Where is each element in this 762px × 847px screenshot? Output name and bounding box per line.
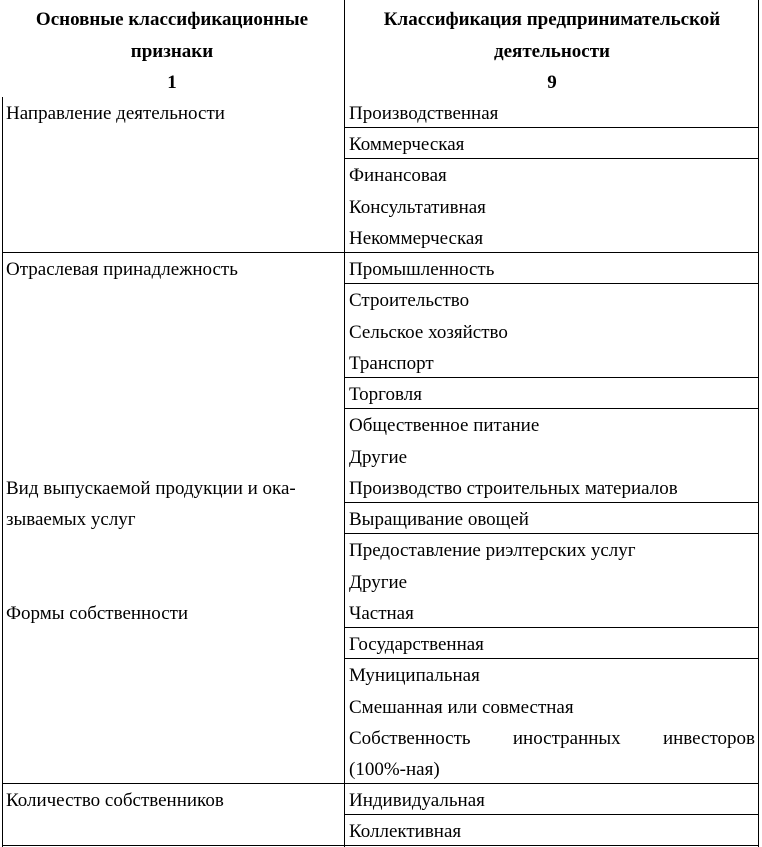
header-right-title-line2: деятельности <box>494 40 610 62</box>
classification-item: Транспорт <box>349 353 434 374</box>
classification-item: Консультативная <box>349 197 486 218</box>
criterion-label: Отраслевая принадлежность <box>6 259 238 280</box>
classification-item: Индивидуальная <box>349 790 485 811</box>
classification-item: Другие <box>349 572 408 593</box>
header-right-title-line1: Классификация предпринимательской <box>383 9 721 30</box>
row-divider <box>344 377 759 378</box>
classification-item: Некоммерческая <box>349 228 484 249</box>
group-divider <box>2 783 759 784</box>
classification-item: Коллективная <box>349 821 462 842</box>
criterion-label-line1: Вид выпускаемой продукции и ока- <box>6 478 296 499</box>
classification-item: Частная <box>349 603 414 624</box>
row-divider <box>344 158 759 159</box>
classification-item: Финансовая <box>349 165 447 186</box>
row-divider <box>344 627 759 628</box>
header-left-cell <box>2 4 342 99</box>
classification-item: Предоставление риэлтерских услуг <box>349 540 636 561</box>
row-divider <box>344 502 759 503</box>
header-right-cell <box>345 4 759 99</box>
table-border-left <box>2 97 3 847</box>
classification-item: Муниципальная <box>349 665 480 686</box>
classification-item: Другие <box>349 447 408 468</box>
classification-item: Выращивание овощей <box>349 509 529 530</box>
classification-item: Сельское хозяйство <box>349 322 508 343</box>
classification-item: Торговля <box>349 384 422 405</box>
classification-item: Коммерческая <box>349 134 465 155</box>
group-divider <box>2 252 759 253</box>
criterion-label-line2: зываемых услуг <box>6 509 136 530</box>
classification-item: Государственная <box>349 634 484 655</box>
classification-item: Производство строительных материалов <box>349 478 678 499</box>
classification-item: Общественное питание <box>349 415 540 436</box>
row-divider <box>344 408 759 409</box>
classification-item-continuation: (100%-ная) <box>349 759 440 780</box>
header-left-title-line1: Основные классификационные <box>35 9 309 30</box>
row-divider <box>344 814 759 815</box>
classification-item: Строительство <box>349 290 470 311</box>
criterion-label: Количество собственников <box>6 790 224 811</box>
row-divider <box>344 658 759 659</box>
classification-item: Промышленность <box>349 259 495 280</box>
classification-item: Смешанная или совместная <box>349 697 574 718</box>
classification-item: Производственная <box>349 103 499 124</box>
row-divider <box>344 283 759 284</box>
classification-item: Собственность иностранных инвесторов <box>349 728 755 749</box>
row-divider <box>344 533 759 534</box>
criterion-label: Направление деятельности <box>6 103 225 124</box>
table-border-bottom <box>2 845 759 846</box>
header-left-title-line2: признаки <box>130 40 214 62</box>
header-left-column-number: 1 <box>167 72 177 93</box>
criterion-label: Формы собственности <box>6 603 189 624</box>
header-right-column-number: 9 <box>547 72 557 93</box>
row-divider <box>344 127 759 128</box>
